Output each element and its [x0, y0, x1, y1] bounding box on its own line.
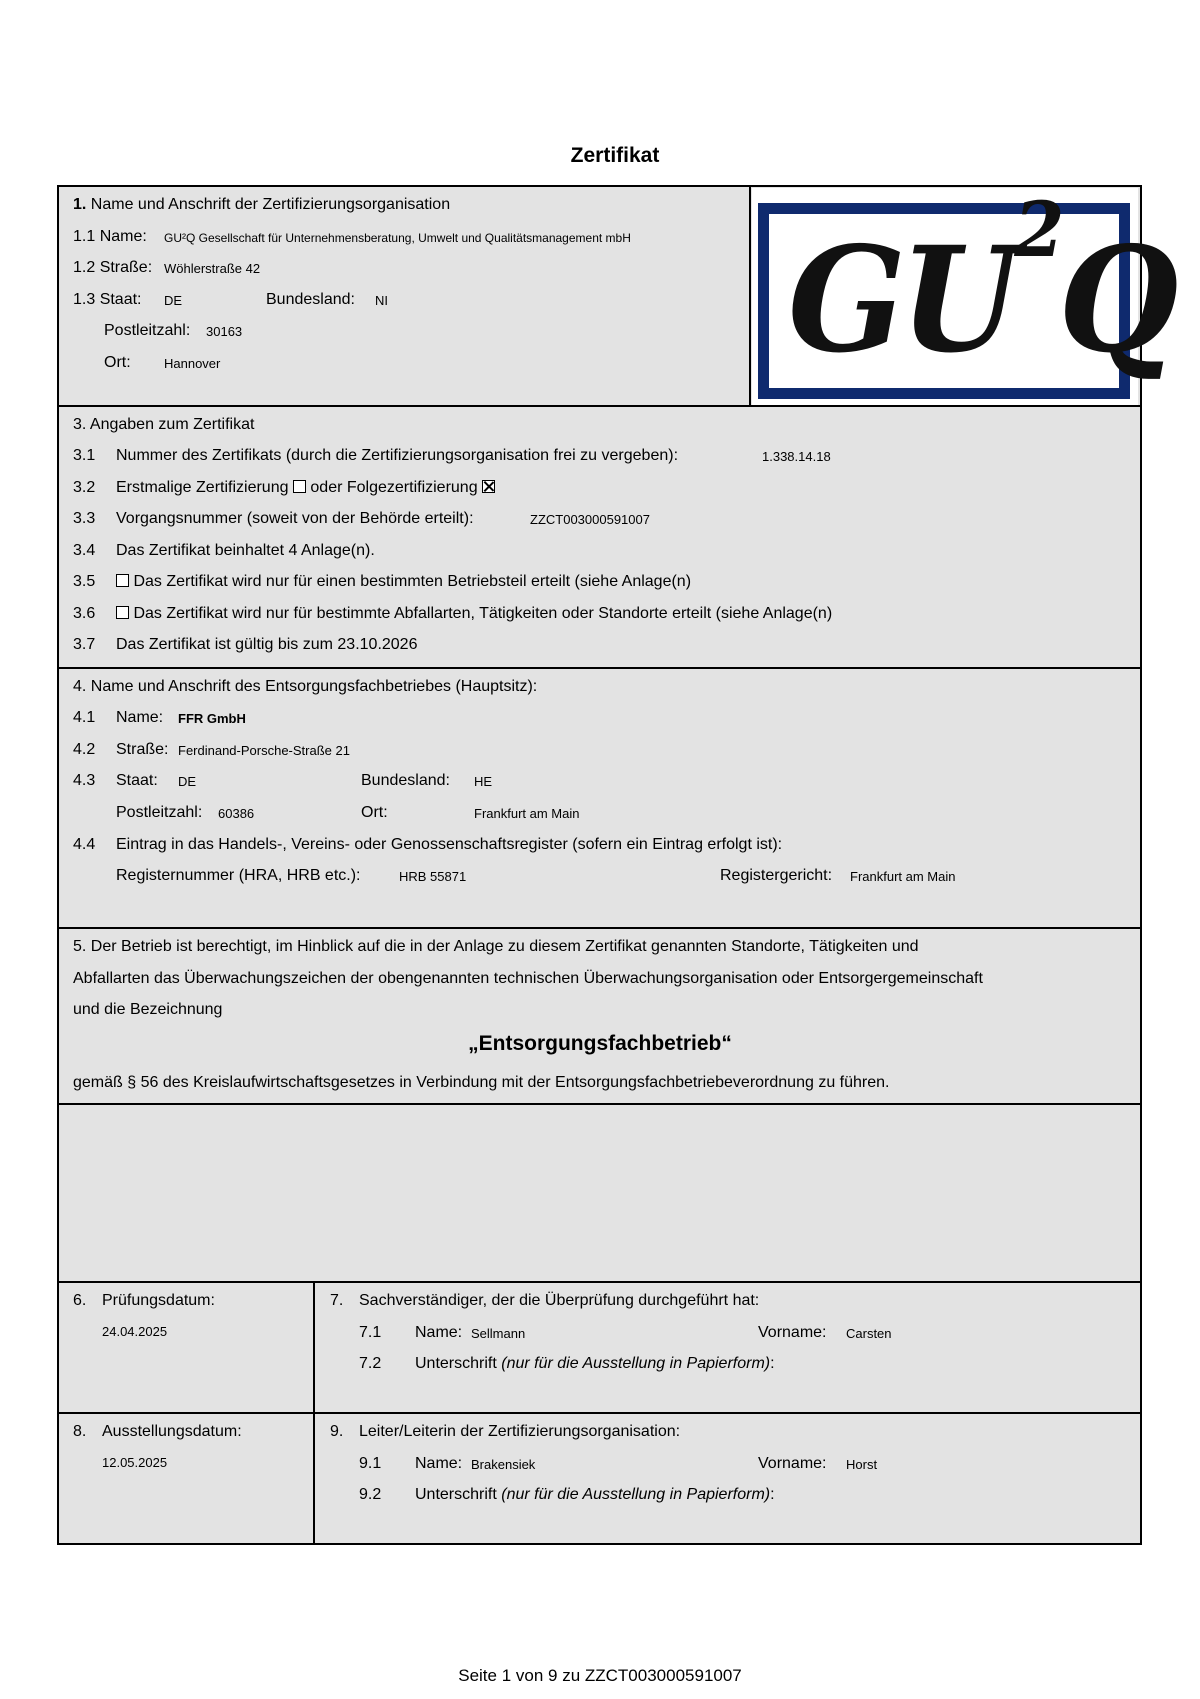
- page-footer: Seite 1 von 9 zu ZZCT003000591007: [458, 1666, 742, 1685]
- sec1-plz-label: Postleitzahl:: [104, 322, 191, 339]
- sec9-vorname-label: Vorname:: [758, 1455, 827, 1472]
- partial-operation-checkbox[interactable]: [116, 574, 129, 587]
- section-3-box: [57, 405, 1142, 669]
- sec1-heading: 1. Name und Anschrift der Zertifizierungsorganisation: [73, 196, 451, 213]
- sec1-state-label: 1.3 Staat:: [73, 291, 142, 308]
- sec3-r1-text: Nummer des Zertifikats (durch die Zertifizierungsorganisation frei zu vergeben):: [116, 447, 679, 464]
- sec9-signature-label: Unterschrift (nur für die Ausstellung in Papierform):: [415, 1486, 775, 1503]
- company-street: Ferdinand-Porsche-Straße 21: [178, 743, 350, 758]
- sec4-state-num: 4.3: [73, 772, 96, 789]
- sec4-ort-label: Ort:: [361, 804, 388, 821]
- sec1-street-value: Wöhlerstraße 42: [164, 261, 261, 276]
- sec3-r5-row: Das Zertifikat wird nur für einen bestimmten Betriebsteil erteilt (siehe Anlage(n): [116, 573, 691, 591]
- sec1-name-label: 1.1 Name:: [73, 228, 147, 245]
- sec5-line1: 5. Der Betrieb ist berechtigt, im Hinblick auf die in der Anlage zu diesem Zertifikat genannten Standorte, Tätigkeiten und: [73, 938, 919, 955]
- audit-date: 24.04.2025: [102, 1324, 168, 1339]
- sec4-heading: 4. Name und Anschrift des Entsorgungsfachbetriebes (Hauptsitz):: [73, 678, 538, 695]
- company-plz: 60386: [218, 806, 255, 821]
- sec8-num: 8.: [73, 1423, 87, 1440]
- sec7-num: 7.: [330, 1292, 344, 1309]
- sec4-plz-label: Postleitzahl:: [116, 804, 203, 821]
- sec7-signature-label: Unterschrift (nur für die Ausstellung in Papierform):: [415, 1355, 775, 1372]
- certificate-number: 1.338.14.18: [762, 449, 831, 464]
- sec9-num: 9.: [330, 1423, 344, 1440]
- sec3-r7-num: 3.7: [73, 636, 96, 653]
- sec4-state-label: Staat:: [116, 772, 158, 789]
- sec7-vorname-label: Vorname:: [758, 1324, 827, 1341]
- sec5-line3: und die Bezeichnung: [73, 1001, 223, 1018]
- register-number: HRB 55871: [399, 869, 467, 884]
- sec3-r3-text: Vorgangsnummer (soweit von der Behörde erteilt):: [116, 510, 474, 527]
- sec3-r6-row: Das Zertifikat wird nur für bestimmte Abfallarten, Tätigkeiten oder Standorte erteilt (siehe Anlage(n): [116, 605, 832, 623]
- sec1-bundesland-label: Bundesland:: [266, 291, 355, 308]
- sec4-name-num: 4.1: [73, 709, 96, 726]
- sec7-name-label: Name:: [415, 1324, 463, 1341]
- sec4-reg-text: Eintrag in das Handels-, Vereins- oder Genossenschaftsregister (sofern ein Eintrag erfolgt ist):: [116, 836, 783, 853]
- sec1-ort-value: Hannover: [164, 356, 221, 371]
- issue-date: 12.05.2025: [102, 1455, 168, 1470]
- sec3-r6-num: 3.6: [73, 605, 96, 622]
- company-name: FFR GmbH: [178, 711, 246, 726]
- sec3-r2-num: 3.2: [73, 479, 96, 496]
- sec8-label: Ausstellungsdatum:: [102, 1423, 242, 1440]
- sec4-regcourt-label: Registergericht:: [720, 867, 833, 884]
- sec5-line4: gemäß § 56 des Kreislaufwirtschaftsgesetzes in Verbindung mit der Entsorgungsfachbetriebeverordnung zu führen.: [73, 1074, 890, 1091]
- sec9-name-label: Name:: [415, 1455, 463, 1472]
- procedure-number: ZZCT003000591007: [530, 512, 650, 527]
- sec7-r1-num: 7.1: [359, 1324, 382, 1341]
- initial-certification-checkbox[interactable]: [293, 480, 306, 493]
- sec1-name-value: GU²Q Gesellschaft für Unternehmensberatung, Umwelt und Qualitätsmanagement mbH: [164, 231, 631, 245]
- sec1-street-label: 1.2 Straße:: [73, 259, 153, 276]
- head-name: Brakensiek: [471, 1457, 536, 1472]
- blank-box: [57, 1103, 1142, 1283]
- register-court: Frankfurt am Main: [850, 869, 956, 884]
- sec3-r2-row: Erstmalige Zertifizierung oder Folgezertifizierung: [116, 479, 495, 497]
- sec4-regnr-label: Registernummer (HRA, HRB etc.):: [116, 867, 361, 884]
- sec7-r2-num: 7.2: [359, 1355, 382, 1372]
- section-4-box: [57, 667, 1142, 929]
- designation-title: „Entsorgungsfachbetrieb“: [468, 1032, 732, 1055]
- specific-waste-types-checkbox[interactable]: [116, 606, 129, 619]
- expert-first-name: Carsten: [846, 1326, 892, 1341]
- sec7-heading: Sachverständiger, der die Überprüfung durchgeführt hat:: [359, 1292, 760, 1309]
- gu2q-logo: [752, 184, 1173, 406]
- sec3-r4-text: Das Zertifikat beinhaltet 4 Anlage(n).: [116, 542, 375, 559]
- sec9-r1-num: 9.1: [359, 1455, 382, 1472]
- sec1-plz-value: 30163: [206, 324, 243, 339]
- sec9-heading: Leiter/Leiterin der Zertifizierungsorganisation:: [359, 1423, 681, 1440]
- follow-up-certification-checkbox[interactable]: [482, 480, 495, 493]
- sec4-bundesland-label: Bundesland:: [361, 772, 450, 789]
- company-ort: Frankfurt am Main: [474, 806, 580, 821]
- company-state: DE: [178, 774, 197, 789]
- sec9-r2-num: 9.2: [359, 1486, 382, 1503]
- sec3-r1-num: 3.1: [73, 447, 96, 464]
- head-first-name: Horst: [846, 1457, 878, 1472]
- section-1-box: [57, 185, 751, 407]
- sec3-r4-num: 3.4: [73, 542, 96, 559]
- sec1-state-value: DE: [164, 293, 183, 308]
- page-title: Zertifikat: [570, 144, 660, 167]
- sec4-street-label: Straße:: [116, 741, 169, 758]
- sec6-label: Prüfungsdatum:: [102, 1292, 215, 1309]
- sec6-num: 6.: [73, 1292, 87, 1309]
- company-bundesland: HE: [474, 774, 493, 789]
- sec1-bundesland-value: NI: [375, 293, 388, 308]
- sec3-r7-text: Das Zertifikat ist gültig bis zum 23.10.2026: [116, 636, 418, 653]
- sec4-reg-num: 4.4: [73, 836, 96, 853]
- sec5-line2: Abfallarten das Überwachungszeichen der obengenannten technischen Überwachungsorganisation oder Entsorgergemeinschaft: [73, 970, 983, 987]
- expert-name: Sellmann: [471, 1326, 526, 1341]
- sec3-heading: 3. Angaben zum Zertifikat: [73, 416, 255, 433]
- sec1-ort-label: Ort:: [104, 354, 131, 371]
- logo-text: $GU^2Q$: [788, 184, 1173, 386]
- sec3-r3-num: 3.3: [73, 510, 96, 527]
- sec3-r5-num: 3.5: [73, 573, 96, 590]
- sec4-street-num: 4.2: [73, 741, 96, 758]
- sec4-name-label: Name:: [116, 709, 164, 726]
